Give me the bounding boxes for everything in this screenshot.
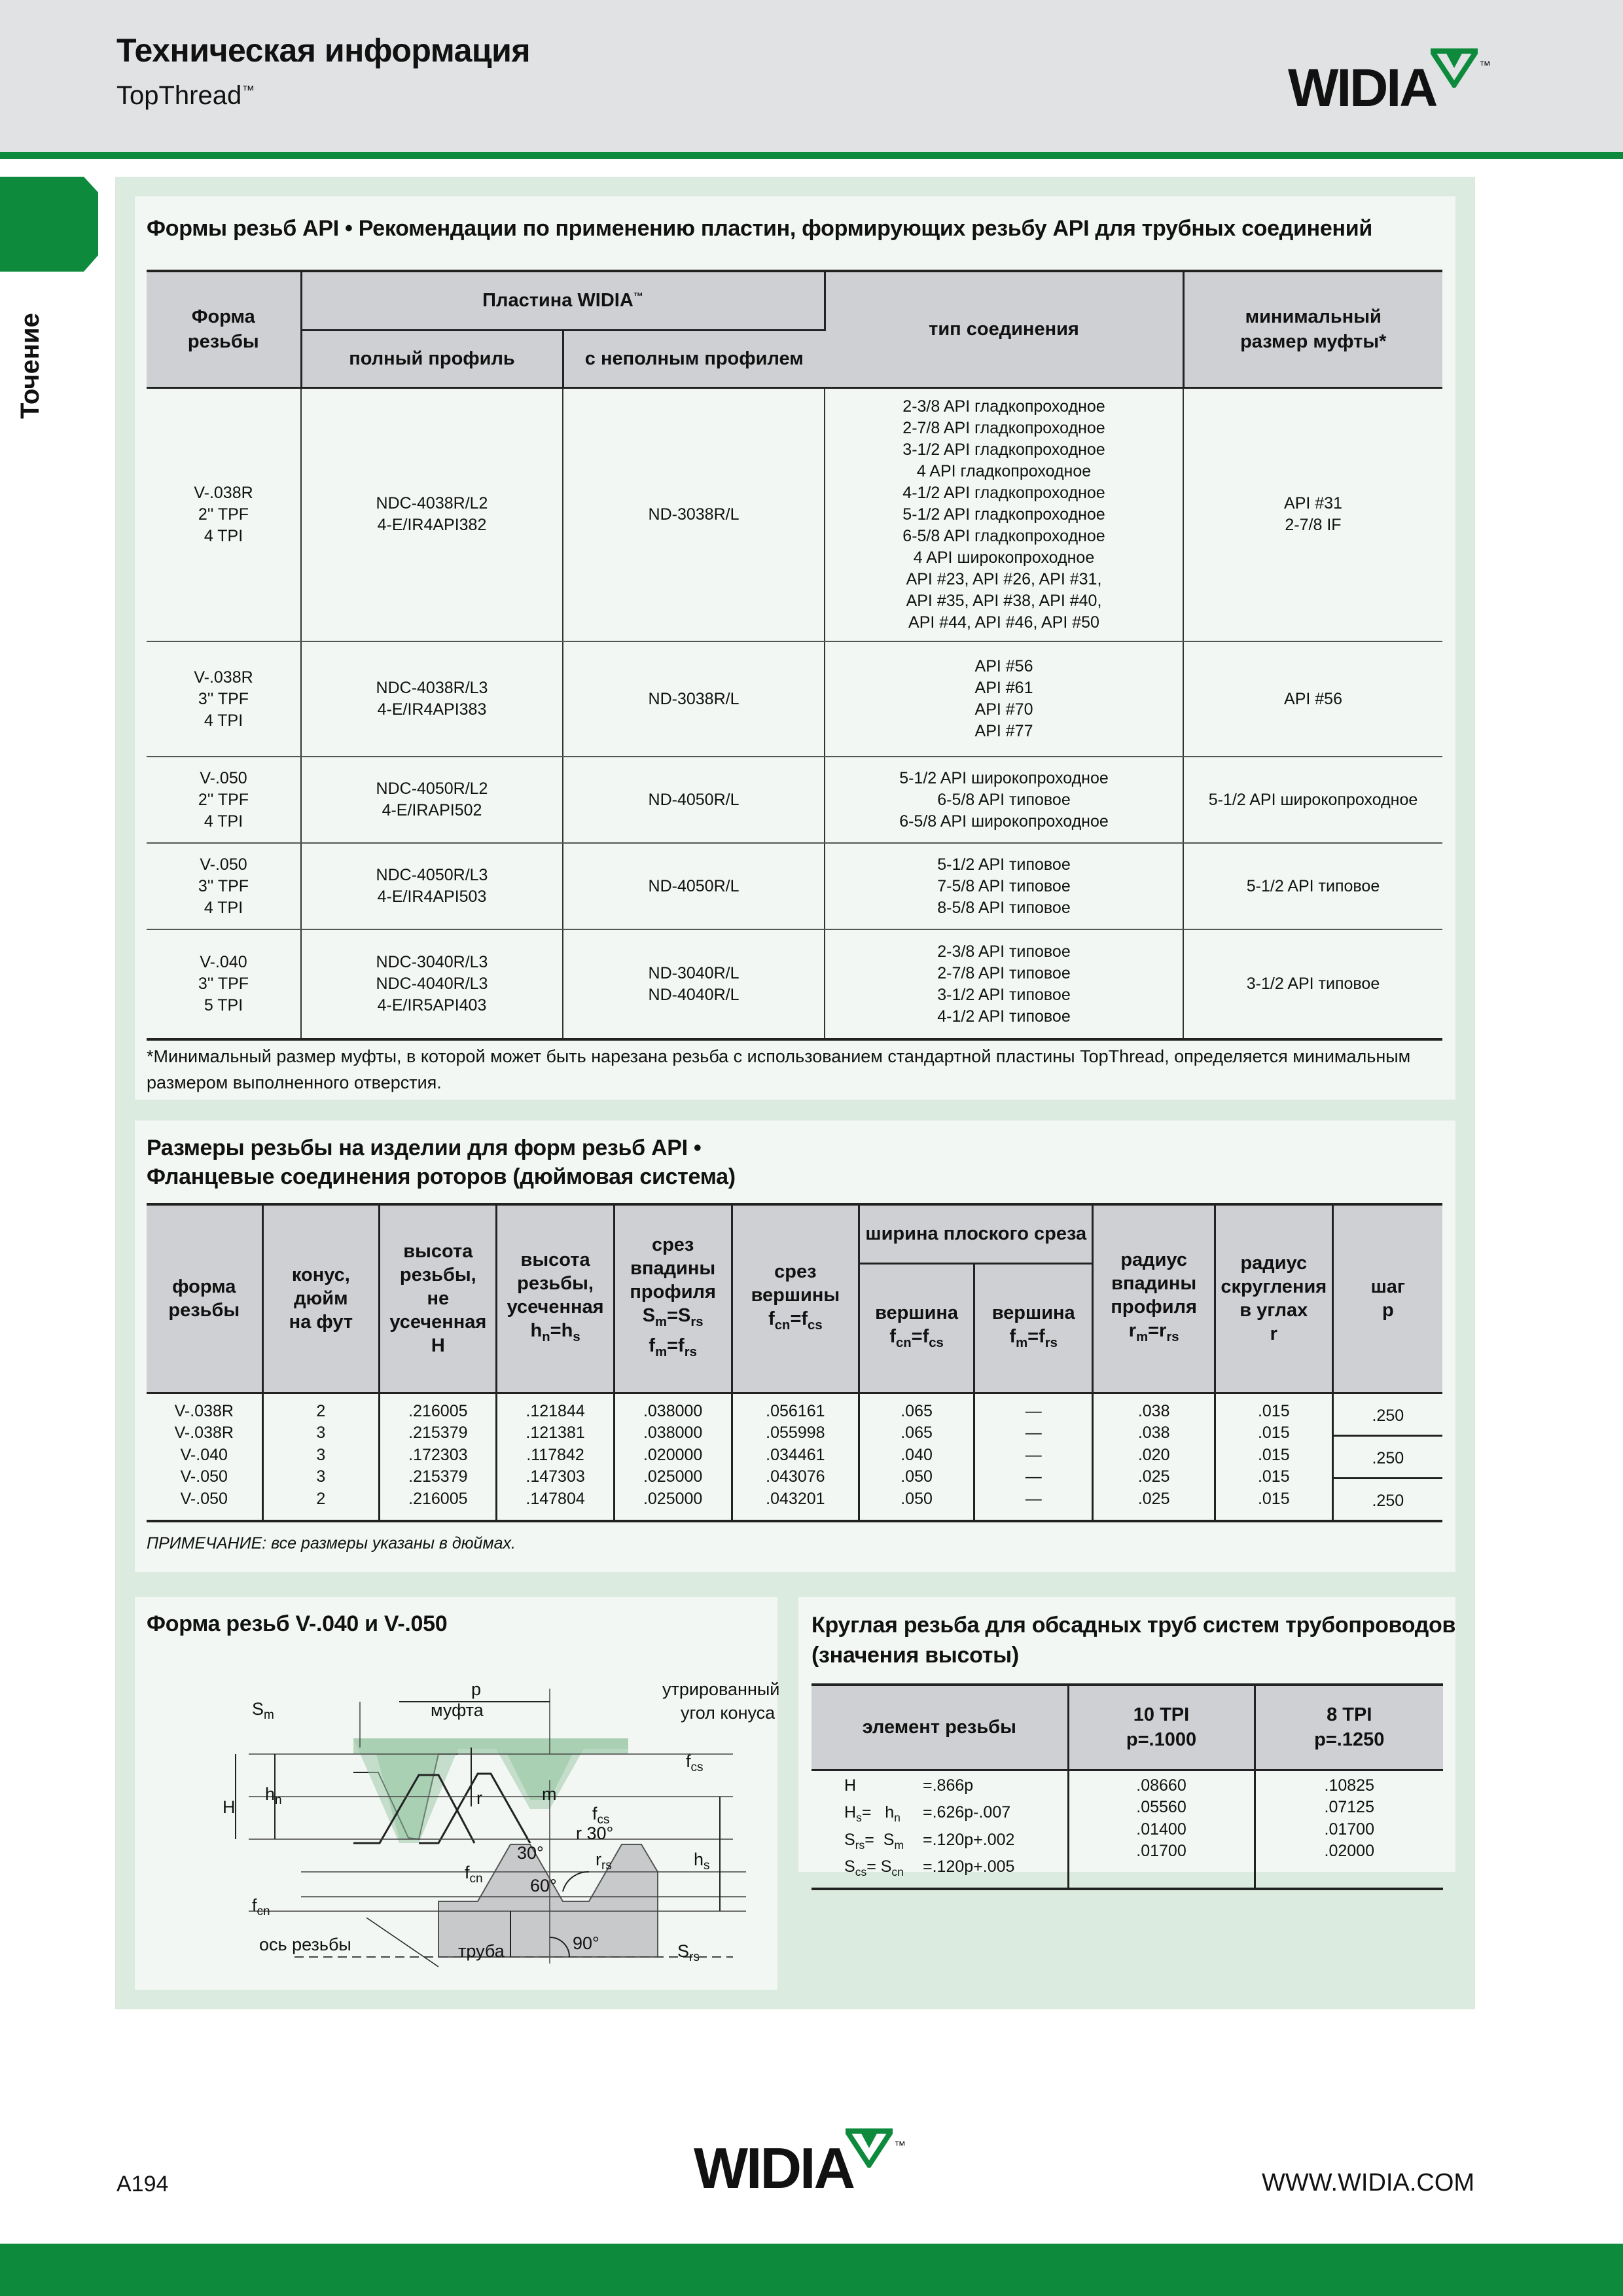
cell-line: 2'' TPF bbox=[198, 505, 249, 524]
value-line: .065 bbox=[901, 1401, 933, 1420]
cell-line: API #31 bbox=[1284, 494, 1342, 513]
cell-min bbox=[1183, 641, 1442, 757]
value-line: .015 bbox=[1257, 1467, 1290, 1486]
label-fcn-mid: $f_{cn}$ bbox=[465, 1863, 483, 1886]
value-line: .038000 bbox=[643, 1424, 703, 1442]
cell-connection bbox=[825, 641, 1183, 757]
value-line: — bbox=[1025, 1401, 1042, 1420]
cell-form bbox=[147, 843, 301, 929]
dimensions-note: ПРИМЕЧАНИЕ: все размеры указаны в дюймах. bbox=[147, 1534, 516, 1552]
cell-full bbox=[301, 641, 563, 757]
cell-line: 2'' TPF bbox=[198, 790, 249, 809]
value-line: .025000 bbox=[643, 1467, 703, 1486]
cell-connection bbox=[825, 387, 1183, 641]
value-line: V-.040 bbox=[180, 1445, 228, 1464]
col-height-full: высота резьбы, не усеченная H bbox=[380, 1204, 497, 1393]
cell-min bbox=[1183, 843, 1442, 929]
cell-full bbox=[301, 843, 563, 929]
cell-line: 5-1/2 API широкопроходное bbox=[1208, 790, 1418, 809]
cells-crest bbox=[732, 1393, 859, 1521]
value-line: .043201 bbox=[766, 1489, 825, 1508]
value-line: .01700 bbox=[1324, 1820, 1374, 1839]
value-line: — bbox=[1025, 1445, 1042, 1464]
cell-line: ND-4040R/L bbox=[648, 985, 740, 1004]
cell-line: 2-7/8 IF bbox=[1285, 516, 1342, 535]
element-line: H =.866p bbox=[844, 1776, 974, 1795]
element-line: $H_s= h_n$ =.626p-.007 bbox=[844, 1803, 1011, 1824]
label-H: H bbox=[223, 1797, 236, 1817]
cells-10tpi bbox=[1068, 1770, 1255, 1889]
value-line: .147303 bbox=[526, 1467, 585, 1486]
label-fcn: $f_{cn}$ bbox=[252, 1895, 270, 1918]
cell-line: 2-7/8 API гладкопроходное bbox=[902, 418, 1105, 437]
value-line: .056161 bbox=[766, 1401, 825, 1420]
value-line: .117842 bbox=[526, 1445, 584, 1464]
widia-logo: WIDIA ™ bbox=[1288, 58, 1436, 119]
col-full-profile: полный профиль bbox=[301, 330, 563, 387]
cell-partial bbox=[563, 641, 825, 757]
cell-line: V-.040 bbox=[200, 953, 247, 971]
value-line: .015 bbox=[1257, 1424, 1290, 1442]
value-line: V-.038R bbox=[174, 1401, 234, 1420]
cell-line: 3-1/2 API гладкопроходное bbox=[902, 440, 1105, 459]
value-line: .147804 bbox=[526, 1489, 585, 1508]
cell-line: 4-E/IR4API382 bbox=[377, 516, 487, 535]
cell-line: 4-E/IR4API503 bbox=[377, 888, 487, 906]
cell-line: V-.050 bbox=[200, 855, 247, 874]
value-line: .05560 bbox=[1136, 1798, 1186, 1816]
label-axis: ось резьбы bbox=[259, 1935, 351, 1954]
cell-line: ND-3038R/L bbox=[648, 689, 740, 708]
value-line: .07125 bbox=[1324, 1798, 1374, 1816]
value-line: .025 bbox=[1137, 1489, 1170, 1508]
cell-line: 3-1/2 API типовое bbox=[937, 985, 1071, 1004]
cell-line: V-.038R bbox=[194, 483, 253, 502]
value-line: .020000 bbox=[643, 1445, 703, 1464]
value-line: .215379 bbox=[408, 1424, 468, 1442]
cell-line: 5-1/2 API широкопроходное bbox=[899, 768, 1109, 787]
cells-taper bbox=[262, 1393, 380, 1521]
cell-line: API #35, API #38, API #40, bbox=[906, 591, 1102, 610]
value-line: .043076 bbox=[766, 1467, 825, 1486]
label-m: m bbox=[542, 1784, 557, 1804]
value-line: .050 bbox=[901, 1467, 933, 1486]
value-line: 2 bbox=[316, 1401, 326, 1420]
value-line: .216005 bbox=[408, 1489, 468, 1508]
col-root-radius: радиус впадины профиля $r_m=r_{rs}$ bbox=[1093, 1204, 1215, 1393]
page-subtitle: TopThread™ bbox=[116, 81, 255, 110]
col-thread-element: элемент резьбы bbox=[812, 1685, 1068, 1770]
col-crest-truncation: срез вершины $f_{cn}=f_{cs}$ bbox=[732, 1204, 859, 1393]
label-p: p bbox=[471, 1679, 482, 1699]
col-10tpi: 10 TPI p=.1000 bbox=[1068, 1685, 1255, 1770]
cells-corner bbox=[1215, 1393, 1332, 1521]
cell-line: 4-E/IR5API403 bbox=[377, 996, 487, 1014]
cell-line: 4 TPI bbox=[204, 711, 243, 730]
cell-full bbox=[301, 757, 563, 843]
value-line: .038 bbox=[1137, 1401, 1170, 1420]
element-line: $S_{rs}= S_m$ =.120p+.002 bbox=[844, 1830, 1015, 1852]
cell-connection bbox=[825, 929, 1183, 1039]
side-tab-label: Точение bbox=[16, 313, 45, 419]
cell-line: 5-1/2 API типовое bbox=[1246, 876, 1380, 895]
cell-line: V-.038R bbox=[194, 668, 253, 687]
table-row bbox=[147, 843, 1442, 929]
cell-line: ND-4050R/L bbox=[648, 790, 740, 809]
thread-form-diagram bbox=[223, 1676, 785, 1977]
value-line: .10825 bbox=[1324, 1776, 1374, 1795]
cell-line: 6-5/8 API гладкопроходное bbox=[902, 526, 1105, 545]
cell-line: API #44, API #46, API #50 bbox=[908, 613, 1099, 632]
cell-line: API #77 bbox=[974, 722, 1033, 740]
value-line: V-.050 bbox=[180, 1467, 228, 1486]
label-Sm: $S_m$ bbox=[252, 1699, 274, 1722]
cell-line: 2-3/8 API типовое bbox=[937, 942, 1071, 961]
cell-line: NDC-4050R/L3 bbox=[376, 866, 488, 884]
table-row bbox=[147, 641, 1442, 757]
label-fcs-top: $f_{cs}$ bbox=[686, 1751, 704, 1774]
label-rrs: $r_{rs}$ bbox=[596, 1850, 612, 1873]
label-hs: $h_s$ bbox=[694, 1850, 710, 1873]
cell-line: API #56 bbox=[974, 657, 1033, 675]
cell-line: 3'' TPF bbox=[198, 876, 249, 895]
cell-form bbox=[147, 641, 301, 757]
cell-line: 7-5/8 API типовое bbox=[937, 876, 1071, 895]
cell-line: NDC-4038R/L2 bbox=[376, 494, 488, 513]
col-flat-group: ширина плоского среза bbox=[859, 1204, 1093, 1263]
cell-connection bbox=[825, 757, 1183, 843]
casing-thread-table bbox=[812, 1683, 1443, 1890]
cell-line: 6-5/8 API типовое bbox=[937, 790, 1071, 809]
value-line: .025000 bbox=[643, 1489, 703, 1508]
value-line: V-.050 bbox=[180, 1489, 228, 1508]
cell-form bbox=[147, 929, 301, 1039]
value-line: .015 bbox=[1257, 1445, 1290, 1464]
cell-form bbox=[147, 387, 301, 641]
cell-line: NDC-4040R/L3 bbox=[376, 975, 488, 993]
value-line: V-.038R bbox=[174, 1424, 234, 1442]
col-taper: конус, дюйм на фут bbox=[262, 1204, 380, 1393]
cell-line: 4-1/2 API типовое bbox=[937, 1007, 1071, 1026]
cell-line: NDC-4050R/L2 bbox=[376, 780, 488, 798]
value-line: .121844 bbox=[526, 1401, 585, 1420]
cell-line: 4-E/IRAPI502 bbox=[382, 801, 482, 819]
value-line: — bbox=[1025, 1424, 1042, 1442]
cell-full bbox=[301, 387, 563, 641]
value-line: .050 bbox=[901, 1489, 933, 1508]
cells-8tpi bbox=[1255, 1770, 1443, 1889]
col-connection: тип соединения bbox=[825, 271, 1183, 387]
value-line: 2 bbox=[316, 1489, 326, 1508]
cell-line: 6-5/8 API широкопроходное bbox=[899, 812, 1109, 831]
cell-line: API #61 bbox=[974, 679, 1033, 697]
footnote-min-coupling: *Минимальный размер муфты, в которой может быть нарезана резьба с использованием стандартной пластины TopThread, определяется минимальным размером выполненного отверстия. bbox=[147, 1047, 1411, 1092]
cells-element bbox=[812, 1770, 1068, 1889]
api-inserts-table bbox=[147, 270, 1442, 1041]
cell-line: API #56 bbox=[1284, 689, 1342, 708]
cells-h bbox=[497, 1393, 614, 1521]
casing-round-thread-title: Круглая резьба для обсадных труб систем трубопроводов (значения высоты) bbox=[812, 1613, 1456, 1668]
cell-line: API #70 bbox=[974, 700, 1033, 719]
value-line: .015 bbox=[1257, 1489, 1290, 1508]
col-corner-radius: радиус скругления в углах r bbox=[1215, 1204, 1332, 1393]
col-thread-form: форма резьбы bbox=[147, 1204, 262, 1393]
label-30: 30° bbox=[517, 1843, 544, 1863]
value-line: .040 bbox=[901, 1445, 933, 1464]
value-line: 3 bbox=[316, 1424, 326, 1442]
table-row bbox=[147, 929, 1442, 1039]
value-line: — bbox=[1025, 1489, 1042, 1508]
col-pitch: шаг p bbox=[1332, 1204, 1442, 1393]
cell-min bbox=[1183, 929, 1442, 1039]
col-flat-crest-2: вершина $f_m=f_{rs}$ bbox=[974, 1263, 1093, 1393]
cell-line: 4 TPI bbox=[204, 526, 243, 545]
table-row bbox=[147, 387, 1442, 641]
label-exaggerated-2: угол конуса bbox=[681, 1703, 776, 1723]
value-line: .215379 bbox=[408, 1467, 468, 1486]
cells-pitch: .250 .250 .250 bbox=[1332, 1393, 1442, 1521]
cell-line: API #23, API #26, API #31, bbox=[906, 569, 1102, 588]
footer-triangle-icon bbox=[846, 2128, 893, 2168]
label-Srs: $S_{rs}$ bbox=[677, 1941, 700, 1964]
cell-min bbox=[1183, 387, 1442, 641]
value-line: 3 bbox=[316, 1445, 326, 1464]
header-rule bbox=[0, 152, 1623, 159]
value-line: .025 bbox=[1137, 1467, 1170, 1486]
cell-min bbox=[1183, 757, 1442, 843]
widia-triangle-icon bbox=[1431, 48, 1478, 88]
label-coupling: муфта bbox=[431, 1700, 484, 1720]
cell-line: 4 API широкопроходное bbox=[913, 548, 1095, 567]
value-line: .121381 bbox=[526, 1424, 585, 1442]
label-r30: r 30° bbox=[576, 1823, 614, 1843]
value-line: .172303 bbox=[408, 1445, 468, 1464]
cell-line: 8-5/8 API типовое bbox=[937, 898, 1071, 917]
page-number: A194 bbox=[116, 2172, 169, 2197]
cell-line: 5-1/2 API типовое bbox=[937, 855, 1071, 874]
cells-form bbox=[147, 1393, 262, 1521]
cell-line: 4 API гладкопроходное bbox=[916, 461, 1092, 480]
cell-line: V-.050 bbox=[200, 768, 247, 787]
col-8tpi: 8 TPI p=.1250 bbox=[1255, 1685, 1443, 1770]
cells-flat2 bbox=[974, 1393, 1093, 1521]
cell-line: 3'' TPF bbox=[198, 689, 249, 708]
footer-band bbox=[0, 2244, 1623, 2296]
cell-connection bbox=[825, 843, 1183, 929]
col-partial-profile: с неполным профилем bbox=[563, 330, 825, 387]
footer-logo: WIDIA ™ bbox=[694, 2135, 853, 2202]
value-line: .216005 bbox=[408, 1401, 468, 1420]
cell-partial bbox=[563, 387, 825, 641]
label-90: 90° bbox=[573, 1933, 599, 1953]
section-thread-dimensions-title: Размеры резьбы на изделии для форм резьб API • Фланцевые соединения роторов (дюймовая система) bbox=[147, 1136, 736, 1189]
value-line: 3 bbox=[316, 1467, 326, 1486]
value-line: .034461 bbox=[766, 1445, 825, 1464]
value-line: .020 bbox=[1137, 1445, 1170, 1464]
col-height-truncated: высота резьбы, усеченная $h_n=h_s$ bbox=[497, 1204, 614, 1393]
cell-line: ND-4050R/L bbox=[648, 876, 740, 895]
value-line: — bbox=[1025, 1467, 1042, 1486]
col-flat-crest-1: вершина $f_{cn}=f_{cs}$ bbox=[859, 1263, 974, 1393]
page-title: Техническая информация bbox=[116, 32, 531, 69]
cell-line: 2-7/8 API типовое bbox=[937, 963, 1071, 982]
cell-line: 4-1/2 API гладкопроходное bbox=[902, 483, 1105, 502]
col-insert-group: Пластина WIDIA™ bbox=[301, 271, 825, 330]
cell-line: NDC-3040R/L3 bbox=[376, 953, 488, 971]
value-line: .08660 bbox=[1136, 1776, 1186, 1795]
cell-line: 4-E/IR4API383 bbox=[377, 700, 487, 719]
thread-form-diagram-title: Форма резьб V-.040 и V-.050 bbox=[147, 1611, 448, 1636]
value-line: .015 bbox=[1257, 1401, 1290, 1420]
cell-line: 3'' TPF bbox=[198, 975, 249, 993]
label-fcs: $f_{cs}$ bbox=[592, 1804, 610, 1827]
cell-line: 2-3/8 API гладкопроходное bbox=[902, 397, 1105, 416]
label-pipe: труба bbox=[458, 1941, 505, 1961]
cell-partial bbox=[563, 929, 825, 1039]
table-row bbox=[147, 757, 1442, 843]
col-form: Форма резьбы bbox=[147, 271, 301, 387]
label-hn: $h_n$ bbox=[265, 1784, 282, 1807]
footer-website: WWW.WIDIA.COM bbox=[1262, 2169, 1475, 2197]
value-line: .01400 bbox=[1136, 1820, 1186, 1839]
cells-flat1 bbox=[859, 1393, 974, 1521]
value-line: .01700 bbox=[1136, 1842, 1186, 1860]
value-line: .038000 bbox=[643, 1401, 703, 1420]
value-line: .055998 bbox=[766, 1424, 825, 1442]
cell-full bbox=[301, 929, 563, 1039]
cell-line: ND-3040R/L bbox=[648, 963, 740, 982]
cells-root bbox=[614, 1393, 732, 1521]
cell-line: 5 TPI bbox=[204, 996, 243, 1014]
thread-dimensions-table bbox=[147, 1203, 1442, 1522]
label-r: r bbox=[476, 1788, 482, 1808]
cell-partial bbox=[563, 843, 825, 929]
label-60: 60° bbox=[530, 1876, 557, 1895]
cell-line: 4 TPI bbox=[204, 898, 243, 917]
cell-partial bbox=[563, 757, 825, 843]
cell-line: 4 TPI bbox=[204, 812, 243, 831]
section-api-inserts-title: Формы резьб API • Рекомендации по применению пластин, формирующих резьбу API для трубных соединений bbox=[147, 216, 1372, 241]
col-min-coupling: минимальный размер муфты* bbox=[1183, 271, 1442, 387]
cell-form bbox=[147, 757, 301, 843]
element-line: $S_{cs}= S_{cn}$ =.120p+.005 bbox=[844, 1857, 1015, 1878]
cell-line: 3-1/2 API типовое bbox=[1246, 975, 1380, 993]
side-tab-marker bbox=[0, 177, 98, 272]
col-root-truncation: срез впадины профиля $S_m=S_{rs}$ $f_m=f_{rs}$ bbox=[614, 1204, 732, 1393]
label-exaggerated-1: утрированный bbox=[662, 1679, 780, 1699]
cell-line: ND-3038R/L bbox=[648, 505, 740, 524]
value-line: .065 bbox=[901, 1424, 933, 1442]
cell-line: NDC-4038R/L3 bbox=[376, 679, 488, 697]
cell-line: 5-1/2 API гладкопроходное bbox=[902, 505, 1105, 524]
cells-root-radius bbox=[1093, 1393, 1215, 1521]
value-line: .02000 bbox=[1324, 1842, 1374, 1860]
value-line: .038 bbox=[1137, 1424, 1170, 1442]
cells-H bbox=[380, 1393, 497, 1521]
